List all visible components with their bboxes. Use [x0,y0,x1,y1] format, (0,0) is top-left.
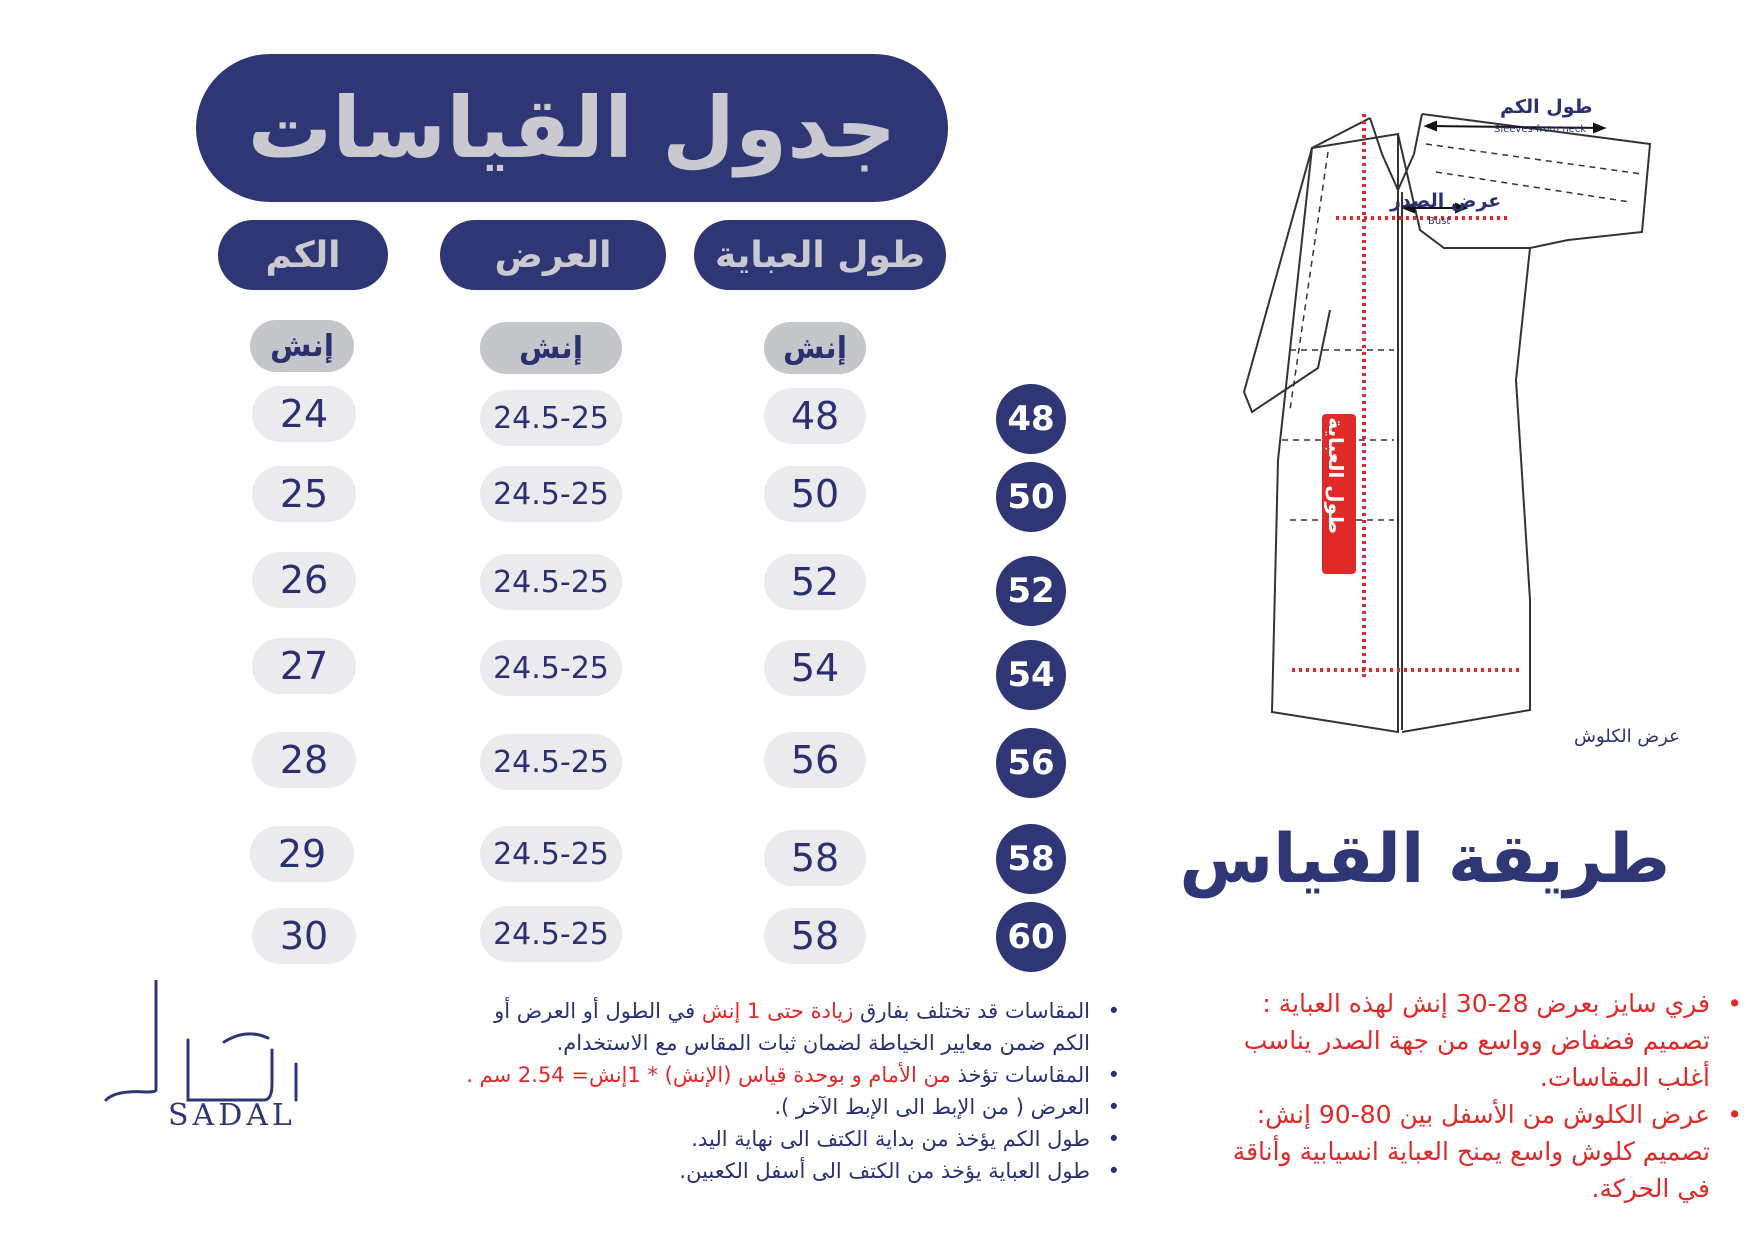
fit-notes [1120,985,1744,1207]
sleeve-cell: 27 [252,638,356,694]
note-text: المقاسات قد تختلف بفارق [853,999,1090,1023]
measurement-notes [360,995,1124,1187]
note-text: تصميم فضفاض وواسع من جهة الصدر يناسب [1243,1026,1710,1055]
list-item [360,995,1090,1027]
bust-width-label: عرض الصدر [1390,190,1502,212]
list-item [1120,1059,1710,1096]
width-cell: 24.5-25 [480,906,622,962]
list-item [1120,1022,1710,1059]
width-cell: 24.5-25 [480,554,622,610]
size-badge: 60 [996,902,1066,972]
note-text: طول الكم يؤخذ من بداية الكتف الى نهاية اليد. [691,1127,1090,1151]
size-badge: 56 [996,728,1066,798]
brand-wordmark: SADAL [168,1098,296,1133]
width-cell: 24.5-25 [480,734,622,790]
page-title: جدول القياسات [196,54,948,202]
note-text: المقاسات تؤخذ [950,1063,1090,1087]
note-text: عرض الكلوش من الأسفل بين 80-90 إنش: [1256,1100,1710,1129]
note-text: العرض ( من الإبط الى الإبط الآخر ). [774,1095,1090,1119]
abaya-length-label [1324,500,1348,534]
sleeve-cell: 30 [252,908,356,964]
length-cell: 52 [764,554,866,610]
size-badge: 48 [996,384,1066,454]
bust-width-label-en: Bust [1428,216,1451,227]
size-badge: 50 [996,462,1066,532]
note-text: في الطول أو العرض أو [494,999,702,1023]
width-cell: 24.5-25 [480,826,622,882]
unit-label-length: إنش [764,322,866,374]
list-item [1120,985,1710,1022]
note-text: تصميم كلوش واسع يمنح العباية انسيابية وأناقة [1232,1137,1710,1166]
note-highlight: زيادة حتى 1 إنش [701,999,854,1023]
length-cell: 54 [764,640,866,696]
list-item [1120,1170,1710,1207]
note-highlight: من الأمام و بوحدة قياس (الإنش) * 1إنش= 2.54 سم . [466,1063,951,1087]
note-text: الكم ضمن معايير الخياطة لضمان ثبات المقاس مع الاستخدام. [556,1031,1090,1055]
sleeve-cell: 29 [250,826,354,882]
sleeve-length-label-en: Sleeves from neck [1494,124,1587,135]
sleeve-cell: 24 [252,386,356,442]
length-cell: 56 [764,732,866,788]
sleeve-cell: 25 [252,466,356,522]
note-text: في الحركة. [1591,1174,1710,1203]
hem-width-label: عرض الكلوش [1574,726,1680,747]
unit-label-sleeve: إنش [250,320,354,372]
length-cell: 58 [764,908,866,964]
size-badge: 52 [996,556,1066,626]
width-cell: 24.5-25 [480,640,622,696]
sleeve-cell: 26 [252,552,356,608]
length-cell: 50 [764,466,866,522]
note-text: فري سايز بعرض 28-30 إنش لهذه العباية : [1262,989,1710,1018]
unit-label-width: إنش [480,322,622,374]
width-cell: 24.5-25 [480,466,622,522]
column-header-length: طول العباية [694,220,946,290]
column-header-sleeve: الكم [218,220,388,290]
note-text: أغلب المقاسات. [1539,1063,1710,1092]
list-item [360,1091,1090,1123]
list-item [1120,1133,1710,1170]
sleeve-length-label: طول الكم [1500,96,1593,118]
sleeve-cell: 28 [252,732,356,788]
length-cell: 48 [764,388,866,444]
list-item [360,1027,1090,1059]
list-item [360,1155,1090,1187]
length-cell: 58 [764,830,866,886]
list-item [360,1123,1090,1155]
width-cell: 24.5-25 [480,390,622,446]
list-item [360,1059,1090,1091]
column-header-width: العرض [440,220,666,290]
left-sleeve-outline [1244,118,1370,412]
measuring-method-title: طريقة القياس [1179,820,1670,899]
size-badge: 54 [996,640,1066,710]
size-badge: 58 [996,824,1066,894]
note-text: طول العباية يؤخذ من الكتف الى أسفل الكعبين. [679,1159,1090,1183]
list-item [1120,1096,1710,1133]
